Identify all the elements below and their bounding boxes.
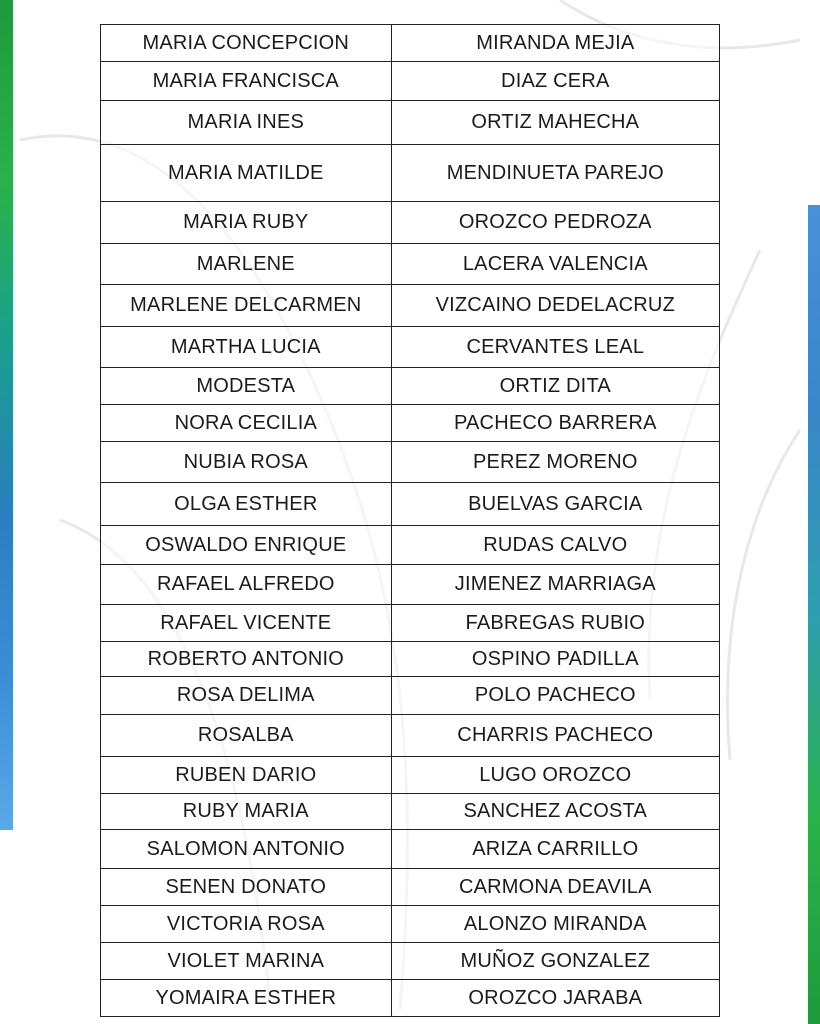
last-name-cell: FABREGAS RUBIO <box>391 605 719 642</box>
first-name-cell: ROSALBA <box>101 715 392 757</box>
first-name-cell: MARTHA LUCIA <box>101 327 392 368</box>
first-name-cell: SENEN DONATO <box>101 869 392 906</box>
table-row <box>101 483 720 526</box>
first-name-cell: NORA CECILIA <box>101 405 392 442</box>
names-table <box>100 24 720 1017</box>
table-row <box>101 62 720 101</box>
first-name-cell: SALOMON ANTONIO <box>101 830 392 869</box>
table-row <box>101 285 720 327</box>
last-name-cell: LUGO OROZCO <box>391 757 719 794</box>
last-name-cell: RUDAS CALVO <box>391 526 719 565</box>
last-name-cell: CERVANTES LEAL <box>391 327 719 368</box>
last-name-cell: MENDINUETA PAREJO <box>391 145 719 202</box>
table-row <box>101 757 720 794</box>
first-name-cell: OLGA ESTHER <box>101 483 392 526</box>
table-row <box>101 145 720 202</box>
first-name-cell: RAFAEL VICENTE <box>101 605 392 642</box>
names-table-body <box>101 25 720 1017</box>
table-row <box>101 605 720 642</box>
first-name-cell: MARLENE DELCARMEN <box>101 285 392 327</box>
first-name-cell: RAFAEL ALFREDO <box>101 565 392 605</box>
first-name-cell: VICTORIA ROSA <box>101 906 392 943</box>
table-row <box>101 565 720 605</box>
table-row <box>101 25 720 62</box>
table-row <box>101 980 720 1017</box>
first-name-cell: MARIA FRANCISCA <box>101 62 392 101</box>
last-name-cell: OSPINO PADILLA <box>391 642 719 677</box>
last-name-cell: OROZCO JARABA <box>391 980 719 1017</box>
last-name-cell: ORTIZ MAHECHA <box>391 101 719 145</box>
first-name-cell: VIOLET MARINA <box>101 943 392 980</box>
last-name-cell: DIAZ CERA <box>391 62 719 101</box>
table-row <box>101 526 720 565</box>
last-name-cell: SANCHEZ ACOSTA <box>391 794 719 830</box>
last-name-cell: ORTIZ DITA <box>391 368 719 405</box>
first-name-cell: MARIA RUBY <box>101 202 392 244</box>
last-name-cell: MIRANDA MEJIA <box>391 25 719 62</box>
table-row <box>101 869 720 906</box>
last-name-cell: JIMENEZ MARRIAGA <box>391 565 719 605</box>
last-name-cell: PACHECO BARRERA <box>391 405 719 442</box>
first-name-cell: MARIA CONCEPCION <box>101 25 392 62</box>
first-name-cell: MARIA MATILDE <box>101 145 392 202</box>
table-row <box>101 943 720 980</box>
first-name-cell: ROSA DELIMA <box>101 677 392 715</box>
first-name-cell: RUBEN DARIO <box>101 757 392 794</box>
last-name-cell: CHARRIS PACHECO <box>391 715 719 757</box>
last-name-cell: LACERA VALENCIA <box>391 244 719 285</box>
table-row <box>101 405 720 442</box>
last-name-cell: PEREZ MORENO <box>391 442 719 483</box>
last-name-cell: POLO PACHECO <box>391 677 719 715</box>
first-name-cell: MARIA INES <box>101 101 392 145</box>
first-name-cell: NUBIA ROSA <box>101 442 392 483</box>
table-row <box>101 244 720 285</box>
last-name-cell: OROZCO PEDROZA <box>391 202 719 244</box>
table-row <box>101 442 720 483</box>
last-name-cell: CARMONA DEAVILA <box>391 869 719 906</box>
table-row <box>101 101 720 145</box>
first-name-cell: MODESTA <box>101 368 392 405</box>
table-row <box>101 327 720 368</box>
table-row <box>101 906 720 943</box>
first-name-cell: YOMAIRA ESTHER <box>101 980 392 1017</box>
first-name-cell: OSWALDO ENRIQUE <box>101 526 392 565</box>
last-name-cell: ALONZO MIRANDA <box>391 906 719 943</box>
last-name-cell: MUÑOZ GONZALEZ <box>391 943 719 980</box>
table-row <box>101 368 720 405</box>
table-row <box>101 794 720 830</box>
table-row <box>101 830 720 869</box>
table-row <box>101 642 720 677</box>
first-name-cell: MARLENE <box>101 244 392 285</box>
table-row <box>101 677 720 715</box>
first-name-cell: ROBERTO ANTONIO <box>101 642 392 677</box>
table-row <box>101 202 720 244</box>
table-row <box>101 715 720 757</box>
last-name-cell: ARIZA CARRILLO <box>391 830 719 869</box>
last-name-cell: VIZCAINO DEDELACRUZ <box>391 285 719 327</box>
last-name-cell: BUELVAS GARCIA <box>391 483 719 526</box>
first-name-cell: RUBY MARIA <box>101 794 392 830</box>
